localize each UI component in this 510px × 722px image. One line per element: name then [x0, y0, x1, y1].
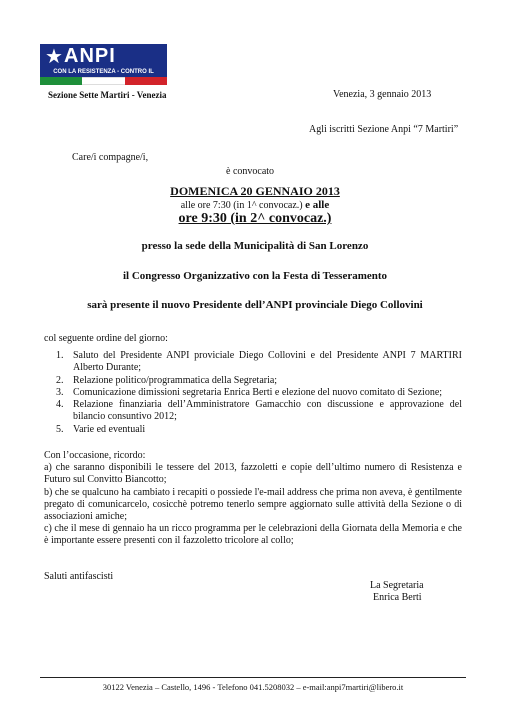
agenda-text: Comunicazione dimissioni segretaria Enrica Berti e elezione del nuovo comitato di Sezione;: [73, 387, 443, 398]
agenda-text: Varie ed eventuali: [73, 424, 146, 435]
agenda-number: 3.: [56, 387, 64, 398]
agenda-text: Relazione finanziaria dell’Amministratore Gamacchio con discussione e approvazione del bilancio consuntivo 2012;: [73, 399, 462, 422]
letter-date: Venezia, 3 gennaio 2013: [333, 89, 432, 100]
first-call-text: alle ore 7:30 (in 1^ convocaz.): [180, 200, 303, 211]
flag-green: [40, 77, 82, 85]
occasion-b: b) che se qualcuno ha cambiato i recapiti o possiede l'e-mail address che prima non aveva, è gentilmente pregato di comunicarcelo, cosicchè potremo tenerlo sempre aggiornato sulle attività della Sezione o di associazioni amiche;: [44, 487, 462, 522]
occasion-a: a) che saranno disponibili le tessere del 2013, fazzoletti e copie dell’ultimo numero di Resistenza e Futuro sul Convitto Biancotto;: [44, 462, 462, 485]
agenda-text: Relazione politico/programmatica della Segretaria;: [73, 375, 278, 386]
event-second-call: ore 9:30 (in 2^ convocaz.): [178, 211, 332, 226]
flag-red: [125, 77, 167, 85]
recipient: Agli iscritti Sezione Anpi “7 Martiri”: [309, 124, 459, 135]
agenda-text: Saluto del Presidente ANPI proviciale Diego Collovini e del Presidente ANPI 7 MARTIRI Alberto Durante;: [73, 350, 462, 373]
event-first-call: [100, 199, 410, 211]
logo-word: ANPI: [64, 45, 116, 67]
event-day: DOMENICA 20 GENNAIO 2013: [170, 184, 340, 198]
agenda-number: 5.: [56, 424, 64, 435]
agenda-item: [56, 350, 462, 375]
star-icon: ★: [45, 44, 63, 68]
agenda-item: [56, 424, 462, 436]
footer-divider: [40, 677, 466, 678]
signature-role: La Segretaria: [370, 580, 424, 591]
anpi-logo: [40, 44, 167, 85]
closing: Saluti antifascisti: [44, 571, 114, 582]
signature-name: Enrica Berti: [373, 592, 422, 603]
section-name: Sezione Sette Martiri - Venezia: [48, 90, 167, 100]
greeting: Care/i compagne/i,: [72, 152, 149, 163]
occasion-c: c) che il mese di gennaio ha un ricco programma per le celebrazioni della Giornata della Memoria e che è importante essere presenti con il fazzoletto tricolore al collo;: [44, 523, 462, 546]
convocato-text: è convocato: [226, 166, 275, 177]
italian-flag-stripe: [40, 77, 167, 85]
event-president: sarà presente il nuovo Presidente dell’ANPI provinciale Diego Collovini: [87, 299, 423, 311]
event-venue: presso la sede della Municipalità di San Lorenzo: [141, 240, 369, 252]
agenda-number: 1.: [56, 350, 64, 361]
agenda-number: 4.: [56, 399, 64, 410]
and-text: e alle: [305, 199, 330, 211]
agenda-item: [56, 387, 462, 399]
agenda-item: [56, 375, 462, 387]
logo-banner: [40, 44, 167, 68]
footer-contacts: 30122 Venezia – Castello, 1496 - Telefono 041.5208032 – e-mail:anpi7martiri@libero.it: [102, 682, 404, 692]
flag-white: [82, 77, 125, 85]
agenda-list: [56, 350, 462, 436]
agenda-intro: col seguente ordine del giorno:: [44, 333, 168, 344]
agenda-number: 2.: [56, 375, 64, 386]
agenda-item: [56, 399, 462, 424]
logo-subtitle: CON LA RESISTENZA - CONTRO IL: [40, 68, 167, 77]
occasion-intro: Con l’occasione, ricordo:: [44, 450, 146, 461]
event-congress: il Congresso Organizzativo con la Festa di Tesseramento: [122, 270, 388, 282]
